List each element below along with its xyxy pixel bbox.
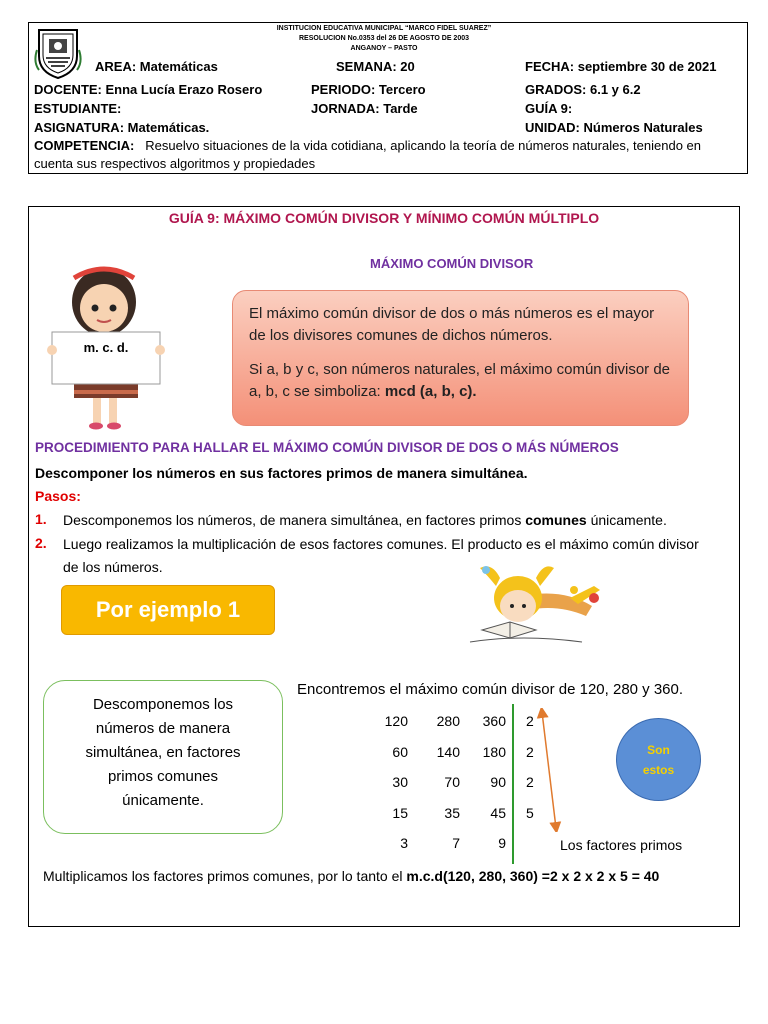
prime-factor: 2	[526, 743, 534, 760]
step-1-number: 1.	[35, 511, 47, 527]
note-line: números de manera	[95, 720, 231, 737]
decomposition-note-box	[43, 680, 283, 834]
jornada-field: JORNADA: Tarde	[311, 101, 418, 116]
step-2-text: Luego realizamos la multiplicación de esos factores comunes. El producto es el máximo común divisor de los números.	[63, 536, 699, 575]
competencia-line1: Resuelvo situaciones de la vida cotidiana, aplicando la teoría de números naturales, teniendo en	[145, 138, 701, 153]
area-field: AREA: Matemáticas	[95, 59, 218, 74]
step-1-text: Descomponemos los números, de manera simultánea, en factores primos comunes únicamente.	[63, 512, 667, 528]
step-2-number: 2.	[35, 535, 47, 551]
table-cell: 7	[452, 835, 460, 851]
example-statement: Encontremos el máximo común divisor de 120, 280 y 360.	[297, 681, 684, 698]
institution-name: INSTITUCION EDUCATIVA MUNICIPAL “MARCO FIDEL SUAREZ”	[276, 25, 492, 32]
callout-line-1: Son	[647, 742, 670, 757]
grados-field: GRADOS: 6.1 y 6.2	[525, 82, 641, 97]
table-cell: 3	[400, 835, 408, 851]
guia-field: GUÍA 9:	[525, 101, 573, 116]
son-estos-callout	[616, 718, 701, 801]
periodo-field: PERIODO: Tercero	[311, 82, 426, 97]
definition-paragraph-1: El máximo común divisor de dos o más números es el mayor de los divisores comunes de dichos números.	[249, 305, 655, 344]
prime-factor: 2	[526, 713, 534, 729]
competencia-text	[34, 137, 739, 173]
table-cell: 140	[436, 743, 460, 760]
definition-paragraph-2: Si a, b y c, son números naturales, el máximo común divisor de a, b, c se simboliza: mcd (a, b, c).	[249, 361, 671, 400]
note-line: únicamente.	[122, 792, 204, 809]
callout-line-2: estos	[642, 762, 675, 777]
table-cell: 70	[444, 774, 460, 790]
prime-factor: 5	[526, 804, 534, 821]
competencia-label: COMPETENCIA:	[34, 138, 135, 153]
table-cell: 90	[490, 774, 506, 790]
table-cell: 30	[392, 774, 408, 790]
resolution-text: RESOLUCION No.0353 del 26 DE AGOSTO DE 2003	[299, 35, 469, 42]
note-line: primos comunes	[107, 768, 219, 785]
table-cell: 15	[392, 804, 408, 821]
asignatura-field: ASIGNATURA: Matemáticas.	[34, 120, 210, 135]
table-cell: 120	[384, 713, 408, 729]
semana-field: SEMANA: 20	[336, 59, 415, 74]
table-cell: 280	[436, 713, 460, 729]
unidad-field: UNIDAD: Números Naturales	[525, 120, 703, 135]
sign-text: m. c. d.	[83, 340, 129, 355]
conclusion-text: Multiplicamos los factores primos comunes, por lo tanto el m.c.d(120, 280, 360) =2 x 2 x 2 x 5 = 40	[43, 868, 660, 884]
table-cell: 45	[490, 804, 506, 821]
double-arrow-icon	[536, 708, 572, 832]
division-line	[512, 704, 514, 864]
step-1-emphasis: comunes	[525, 512, 587, 528]
location-text: ANGANOY – PASTO	[350, 45, 418, 52]
procedure-subtitle: Descomponer los números en sus factores primos de manera simultánea.	[35, 465, 528, 481]
fecha-field: FECHA: septiembre 30 de 2021	[525, 59, 717, 74]
mcd-subtitle: MÁXIMO COMÚN DIVISOR	[370, 256, 534, 271]
steps-label: Pasos:	[35, 488, 81, 504]
note-line: simultánea, en factores	[85, 744, 241, 761]
estudiante-field: ESTUDIANTE:	[34, 101, 122, 116]
procedure-title: PROCEDIMIENTO PARA HALLAR EL MÁXIMO COMÚN DIVISOR DE DOS O MÁS NÚMEROS	[35, 440, 619, 455]
example-1-banner: Por ejemplo 1	[61, 585, 275, 635]
mcd-result: m.c.d(120, 280, 360) =2 x 2 x 2 x 5 = 40	[406, 868, 660, 884]
girl-reading-book-illustration	[462, 558, 610, 648]
table-cell: 60	[392, 743, 408, 760]
prime-factors-label: Los factores primos	[560, 837, 683, 853]
definition-box	[232, 290, 689, 426]
table-cell: 360	[482, 713, 506, 729]
table-cell: 9	[498, 835, 506, 851]
competencia-line2: cuenta sus respectivos algoritmos y propiedades	[34, 156, 316, 171]
docente-field: DOCENTE: Enna Lucía Erazo Rosero	[34, 82, 263, 97]
guide-title: GUÍA 9: MÁXIMO COMÚN DIVISOR Y MÍNIMO COMÚN MÚLTIPLO	[168, 210, 600, 226]
table-cell: 35	[444, 804, 460, 821]
mcd-symbol: mcd (a, b, c).	[384, 383, 477, 400]
note-line: Descomponemos los	[92, 696, 234, 713]
table-cell: 180	[482, 743, 506, 760]
prime-factor: 2	[526, 774, 534, 790]
